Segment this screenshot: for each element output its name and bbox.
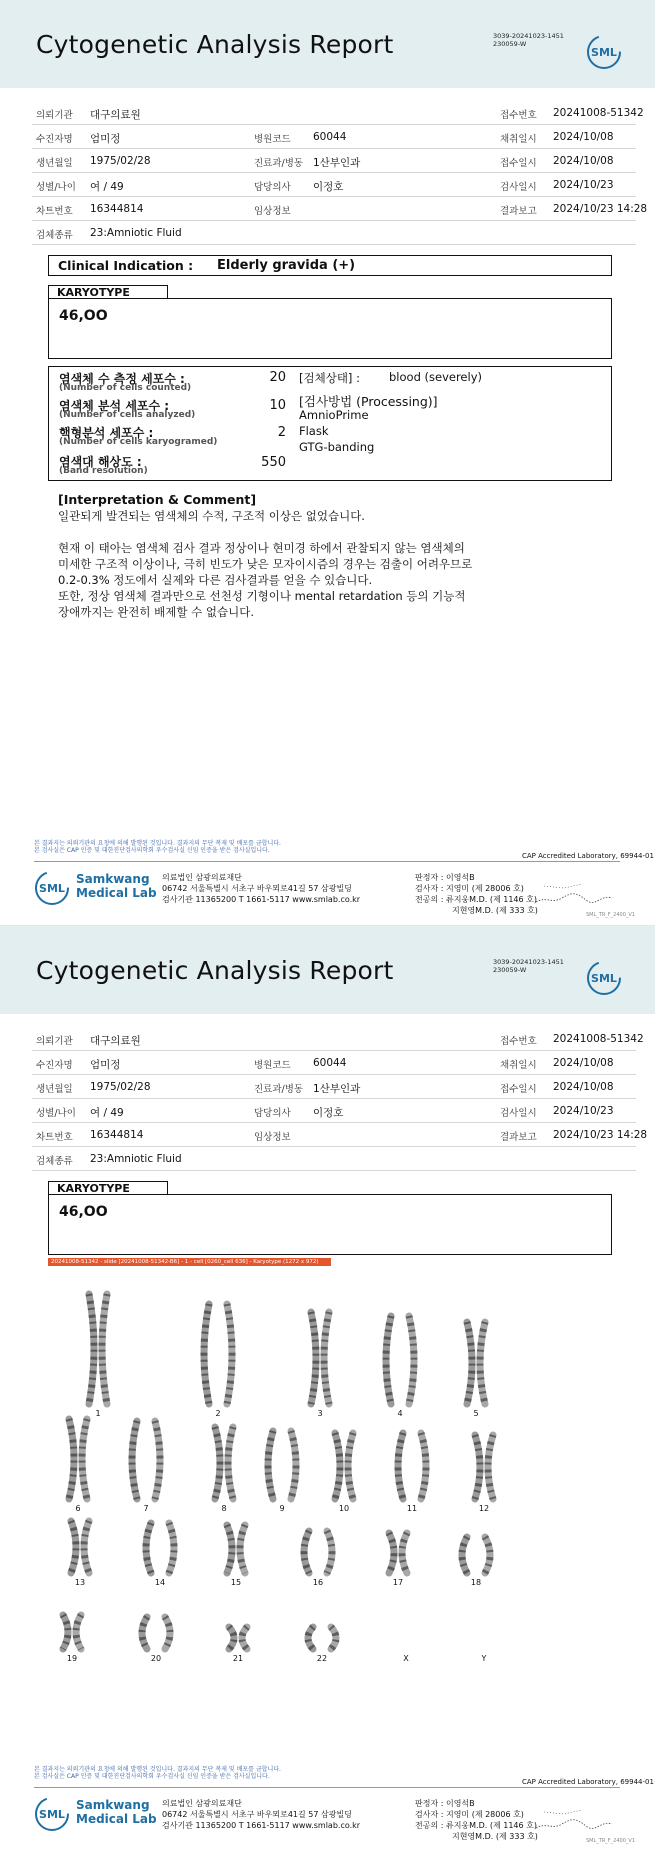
chromosome-icon: [348, 1433, 353, 1499]
info-value: 20241008-51342: [553, 107, 644, 119]
chromosome-icon: [331, 1627, 336, 1649]
stat-sublabel: (Number of cells karyogramed): [59, 437, 218, 447]
info-value: 23:Amniotic Fluid: [90, 1153, 182, 1165]
cap-accreditation: CAP Accredited Laboratory, 69944-01: [522, 852, 654, 860]
karyotype-value: 46,OO: [59, 1204, 108, 1220]
info-row: [32, 125, 636, 149]
report-code-line: 3039-20241023-1451: [493, 32, 564, 40]
chromosome-icon: [229, 1627, 234, 1649]
cap-accreditation: CAP Accredited Laboratory, 69944-01: [522, 1778, 654, 1786]
chromosome-icon: [169, 1523, 174, 1573]
info-row: [32, 1075, 636, 1099]
report-title: Cytogenetic Analysis Report: [36, 956, 394, 985]
info-value: 60044: [313, 131, 347, 143]
stat-label: 염색체 분석 세포수 :: [59, 399, 170, 413]
footer-note-line: 본 검사실은 CAP 인증 및 대한진단검사의학회 우수검사실 신임 인증을 받은 검사실입니다.: [34, 847, 270, 854]
address-line: 06742 서울특별시 서초구 바우뫼로41길 57 삼광빌딩: [162, 1810, 352, 1819]
info-value: 2024/10/08: [553, 155, 614, 167]
chromosome-icon: [462, 1537, 467, 1573]
info-label: 접수번호: [500, 1036, 537, 1047]
logo-text: SML: [591, 972, 617, 985]
chromosome-number-label: 6: [75, 1504, 81, 1513]
info-label: 담당의사: [254, 1108, 291, 1119]
chromosome-number-label: 13: [74, 1578, 86, 1587]
chromosome-number-label: Y: [481, 1654, 487, 1663]
chromosome-icon: [402, 1533, 407, 1573]
info-row: [32, 1147, 636, 1171]
info-value: 2024/10/23 14:28: [553, 1129, 648, 1141]
processing-method: AmnioPrime: [299, 408, 369, 422]
info-label: 담당의사: [254, 182, 291, 193]
comment-line: 장애까지는 완전히 배제할 수 없습니다.: [58, 605, 255, 619]
chromosome-number-label: 18: [470, 1578, 482, 1587]
info-value: 1산부인과: [313, 1083, 361, 1095]
info-label: 병원코드: [254, 134, 291, 145]
address-line: 의료법인 삼광의료재단: [162, 873, 242, 882]
info-label: 검사일시: [500, 182, 537, 193]
address-line: 검사기관 11365200 T 1661-5117 www.smlab.co.kr: [162, 1821, 361, 1830]
info-label: 진료과/병동: [254, 1084, 304, 1095]
karyotype-tab: KARYOTYPE: [48, 285, 168, 298]
info-value: 이정호: [313, 181, 344, 193]
analysis-stats-box: [48, 366, 612, 481]
sml-logo-icon: [586, 960, 622, 996]
info-value: 대구의료원: [90, 109, 141, 121]
signature-line: 지현영M.D. (제 333 호): [452, 1832, 538, 1841]
comment-heading: [Interpretation & Comment]: [58, 492, 257, 507]
stat-label: 염색대 해상도 :: [59, 455, 142, 469]
comment-line: 또한, 정상 염색체 결과만으로 선천성 기형이나 mental retardation 등의 기능적: [58, 589, 466, 603]
address-line: 06742 서울특별시 서초구 바우뫼로41길 57 삼광빌딩: [162, 884, 352, 893]
signature-line: 검사자 : 지영미 (제 28006 호): [415, 1810, 524, 1819]
info-value: 1산부인과: [313, 157, 361, 169]
address-line: 검사기관 11365200 T 1661-5117 www.smlab.co.kr: [162, 895, 361, 904]
karyotype-box: [48, 1194, 612, 1255]
stat-value: 2: [277, 425, 286, 440]
form-version: SML_TR_F_2400_V1: [586, 1838, 636, 1844]
footer-brand: [76, 872, 157, 900]
brand-line: Samkwang: [76, 1798, 150, 1812]
chromosome-icon: [335, 1433, 340, 1499]
info-value: 엄미정: [90, 133, 121, 145]
info-value: 2024/10/08: [553, 1081, 614, 1093]
chromosome-number-label: 9: [279, 1504, 285, 1513]
footer-brand: [76, 1798, 157, 1826]
chromosome-icon: [132, 1421, 137, 1499]
logo-text: SML: [39, 1808, 65, 1821]
chromosome-icon: [84, 1521, 89, 1573]
chromosome-number-label: 3: [317, 1409, 323, 1418]
signature-line: 전공의 : 류지웅M.D. (제 1146 호): [415, 895, 537, 904]
chromosome-icon: [327, 1531, 332, 1573]
info-value: 엄미정: [90, 1059, 121, 1071]
chromosome-icon: [142, 1617, 147, 1649]
report-code-line: 3039-20241023-1451: [493, 958, 564, 966]
info-value: 1975/02/28: [90, 155, 151, 167]
chromosome-icon: [467, 1322, 472, 1404]
info-value: 2024/10/23 14:28: [553, 203, 648, 215]
handwritten-signature-icon: [534, 1804, 614, 1834]
report-code-line: 230059-W: [493, 40, 527, 48]
footer-divider: [34, 861, 620, 862]
chromosome-icon: [268, 1431, 273, 1499]
specimen-status-label: [검체상태] :: [299, 371, 360, 385]
report-code: [493, 958, 564, 974]
chromosome-icon: [389, 1533, 394, 1573]
report-code: [493, 32, 564, 48]
karyotype-box: [48, 298, 612, 359]
info-label: 의뢰기관: [36, 110, 73, 121]
chromosome-icon: [308, 1627, 313, 1649]
handwritten-signature-icon: [534, 878, 614, 908]
chromosome-number-label: 1: [95, 1409, 101, 1418]
brand-line: Medical Lab: [76, 1812, 157, 1826]
chromosome-icon: [71, 1521, 76, 1573]
signature-line: 판정자 : 이영석B: [415, 873, 475, 882]
info-label: 성별/나이: [36, 1108, 76, 1119]
info-value: 20241008-51342: [553, 1033, 644, 1045]
chromosome-icon: [421, 1433, 426, 1499]
chromosome-icon: [227, 1304, 232, 1404]
chromosome-number-label: 11: [406, 1504, 418, 1513]
footer-note: [34, 840, 281, 854]
comment-line: 일관되게 발견되는 염색체의 수적, 구조적 이상은 없었습니다.: [58, 509, 365, 523]
chromosome-number-label: X: [403, 1654, 409, 1663]
info-label: 차트번호: [36, 1132, 73, 1143]
processing-method: GTG-banding: [299, 440, 375, 454]
signature-line: 전공의 : 류지웅M.D. (제 1146 호): [415, 1821, 537, 1830]
chromosome-icon: [102, 1294, 107, 1404]
chromosome-icon: [228, 1427, 233, 1499]
karyogram-image: [48, 1271, 612, 1671]
info-label: 접수일시: [500, 1084, 537, 1095]
karyogram-banner: 20241008-51342 - slide [20241008-51342-B6] - 1 - cell [0260_cell 636] - Karyotype (1272 x 972): [48, 1258, 331, 1266]
comment-line: 현재 이 태아는 염색체 검사 결과 정상이나 현미경 하에서 관찰되지 않는 염색체의: [58, 541, 465, 555]
chromosome-number-label: 22: [316, 1654, 328, 1663]
info-row: [32, 173, 636, 197]
info-label: 수진자명: [36, 134, 73, 145]
karyotype-value: 46,OO: [59, 308, 108, 324]
chromosome-icon: [324, 1312, 329, 1404]
chromosome-icon: [480, 1322, 485, 1404]
chromosome-icon: [475, 1435, 480, 1499]
chromosome-icon: [242, 1627, 247, 1649]
chromosome-icon: [304, 1531, 309, 1573]
chromosome-icon: [398, 1433, 403, 1499]
info-label: 성별/나이: [36, 182, 76, 193]
info-row: [32, 221, 636, 245]
info-label: 병원코드: [254, 1060, 291, 1071]
chromosome-icon: [82, 1419, 87, 1499]
patient-info-table: [32, 101, 648, 245]
info-value: 60044: [313, 1057, 347, 1069]
chromosome-number-label: 16: [312, 1578, 324, 1587]
sml-footer-logo-icon: [34, 1796, 70, 1832]
stat-label: 염색체 수 측정 세포수 :: [59, 372, 185, 386]
info-label: 임상정보: [254, 1132, 291, 1143]
chromosome-number-label: 12: [478, 1504, 490, 1513]
chromosome-icon: [146, 1523, 151, 1573]
stat-value: 20: [269, 370, 286, 385]
stat-sublabel: (Number of cells analyzed): [59, 410, 196, 420]
info-value: 2024/10/08: [553, 131, 614, 143]
stat-label: 핵형분석 세포수 :: [59, 426, 154, 440]
chromosome-number-label: 14: [154, 1578, 166, 1587]
info-value: 2024/10/08: [553, 1057, 614, 1069]
chromosome-icon: [311, 1312, 316, 1404]
chromosome-icon: [155, 1421, 160, 1499]
footer-note-line: 본 결과지는 의뢰기관의 요청에 의해 발행된 것입니다. 결과지의 무단 복제 및 배포를 금합니다.: [34, 840, 281, 847]
chromosome-icon: [165, 1617, 170, 1649]
info-row: [32, 197, 648, 221]
info-value: 23:Amniotic Fluid: [90, 227, 182, 239]
info-label: 결과보고: [500, 206, 537, 217]
chromosome-number-label: 4: [397, 1409, 403, 1418]
chromosome-number-label: 21: [232, 1654, 244, 1663]
footer-signatures: [415, 872, 538, 916]
info-value: 대구의료원: [90, 1035, 141, 1047]
logo-text: SML: [39, 882, 65, 895]
info-value: 16344814: [90, 203, 144, 215]
info-label: 결과보고: [500, 1132, 537, 1143]
info-row: [32, 1051, 636, 1075]
specimen-status-value: blood (severely): [389, 370, 482, 384]
clinical-indication-box: [48, 255, 612, 276]
info-value: 이정호: [313, 1107, 344, 1119]
report-title: Cytogenetic Analysis Report: [36, 30, 394, 59]
processing-method-label: [검사방법 (Processing)]: [299, 394, 438, 409]
info-value: 16344814: [90, 1129, 144, 1141]
logo-text: SML: [591, 46, 617, 59]
clinical-indication-value: Elderly gravida (+): [217, 258, 356, 273]
clinical-indication-label: Clinical Indication :: [58, 258, 194, 273]
footer-signatures: [415, 1798, 538, 1842]
chromosome-number-label: 17: [392, 1578, 404, 1587]
info-label: 채취일시: [500, 134, 537, 145]
info-label: 수진자명: [36, 1060, 73, 1071]
info-row: [32, 101, 644, 125]
info-label: 임상정보: [254, 206, 291, 217]
info-value: 1975/02/28: [90, 1081, 151, 1093]
chromosome-number-label: 2: [215, 1409, 221, 1418]
info-value: 여 / 49: [90, 181, 124, 193]
processing-method: Flask: [299, 424, 329, 438]
brand-line: Samkwang: [76, 872, 150, 886]
info-label: 진료과/병동: [254, 158, 304, 169]
chromosome-number-label: 8: [221, 1504, 227, 1513]
chromosome-icon: [488, 1435, 493, 1499]
chromosome-number-label: 15: [230, 1578, 242, 1587]
info-label: 검체종류: [36, 230, 73, 241]
comment-line: 0.2-0.3% 정도에서 실제와 다른 검사결과를 얻을 수 있습니다.: [58, 573, 373, 587]
footer-divider: [34, 1787, 620, 1788]
chromosome-number-label: 5: [473, 1409, 479, 1418]
footer-address: [162, 872, 360, 905]
chromosome-icon: [204, 1304, 209, 1404]
signature-line: 판정자 : 이영석B: [415, 1799, 475, 1808]
interpretation-comment: [58, 492, 578, 620]
footer-note-line: 본 검사실은 CAP 인증 및 대한진단검사의학회 우수검사실 신임 인증을 받은 검사실입니다.: [34, 1773, 270, 1780]
report-header: [0, 926, 655, 1014]
report-code-line: 230059-W: [493, 966, 527, 974]
report-header: [0, 0, 655, 88]
signature-line: 검사자 : 지영미 (제 28006 호): [415, 884, 524, 893]
chromosome-icon: [291, 1431, 296, 1499]
chromosome-icon: [215, 1427, 220, 1499]
chromosome-number-label: 19: [66, 1654, 78, 1663]
chromosome-number-label: 10: [338, 1504, 350, 1513]
info-value: 2024/10/23: [553, 1105, 614, 1117]
stat-sublabel: (Number of cells counted): [59, 383, 192, 393]
info-row: [32, 149, 636, 173]
address-line: 의료법인 삼광의료재단: [162, 1799, 242, 1808]
sml-footer-logo-icon: [34, 870, 70, 906]
info-label: 접수번호: [500, 110, 537, 121]
brand-line: Medical Lab: [76, 886, 157, 900]
info-label: 검체종류: [36, 1156, 73, 1167]
info-row: [32, 1027, 644, 1051]
info-row: [32, 1099, 636, 1123]
info-label: 생년월일: [36, 158, 73, 169]
footer-address: [162, 1798, 360, 1831]
info-row: [32, 1123, 648, 1147]
report-footer: [34, 1766, 654, 1850]
info-label: 접수일시: [500, 158, 537, 169]
patient-info-table: [32, 1027, 648, 1171]
info-value: 여 / 49: [90, 1107, 124, 1119]
sml-logo-icon: [586, 34, 622, 70]
info-label: 채취일시: [500, 1060, 537, 1071]
chromosome-number-label: 20: [150, 1654, 162, 1663]
chromosome-icon: [63, 1615, 68, 1649]
chromosome-number-label: 7: [143, 1504, 149, 1513]
chromosome-icon: [409, 1316, 414, 1404]
form-version: SML_TR_F_2400_V1: [586, 912, 636, 918]
chromosome-icon: [485, 1537, 490, 1573]
footer-note: [34, 1766, 281, 1780]
footer-note-line: 본 결과지는 의뢰기관의 요청에 의해 발행된 것입니다. 결과지의 무단 복제 및 배포를 금합니다.: [34, 1766, 281, 1773]
info-value: 2024/10/23: [553, 179, 614, 191]
stat-sublabel: (Band resolution): [59, 466, 148, 476]
chromosome-icon: [89, 1294, 94, 1404]
info-label: 차트번호: [36, 206, 73, 217]
chromosome-icon: [76, 1615, 81, 1649]
stat-value: 10: [269, 398, 286, 413]
comment-line: 미세한 구조적 이상이나, 극히 빈도가 낮은 모자이시즘의 경우는 검출이 어려우므로: [58, 557, 473, 571]
report-footer: [34, 840, 654, 925]
chromosome-icon: [227, 1525, 232, 1573]
info-label: 검사일시: [500, 1108, 537, 1119]
chromosome-icon: [240, 1525, 245, 1573]
karyotype-tab: KARYOTYPE: [48, 1181, 168, 1194]
report-page-2: [0, 925, 655, 1850]
chromosome-icon: [386, 1316, 391, 1404]
info-label: 의뢰기관: [36, 1036, 73, 1047]
info-label: 생년월일: [36, 1084, 73, 1095]
signature-line: 지현영M.D. (제 333 호): [452, 906, 538, 915]
chromosome-icon: [69, 1419, 74, 1499]
stat-value: 550: [261, 455, 286, 470]
